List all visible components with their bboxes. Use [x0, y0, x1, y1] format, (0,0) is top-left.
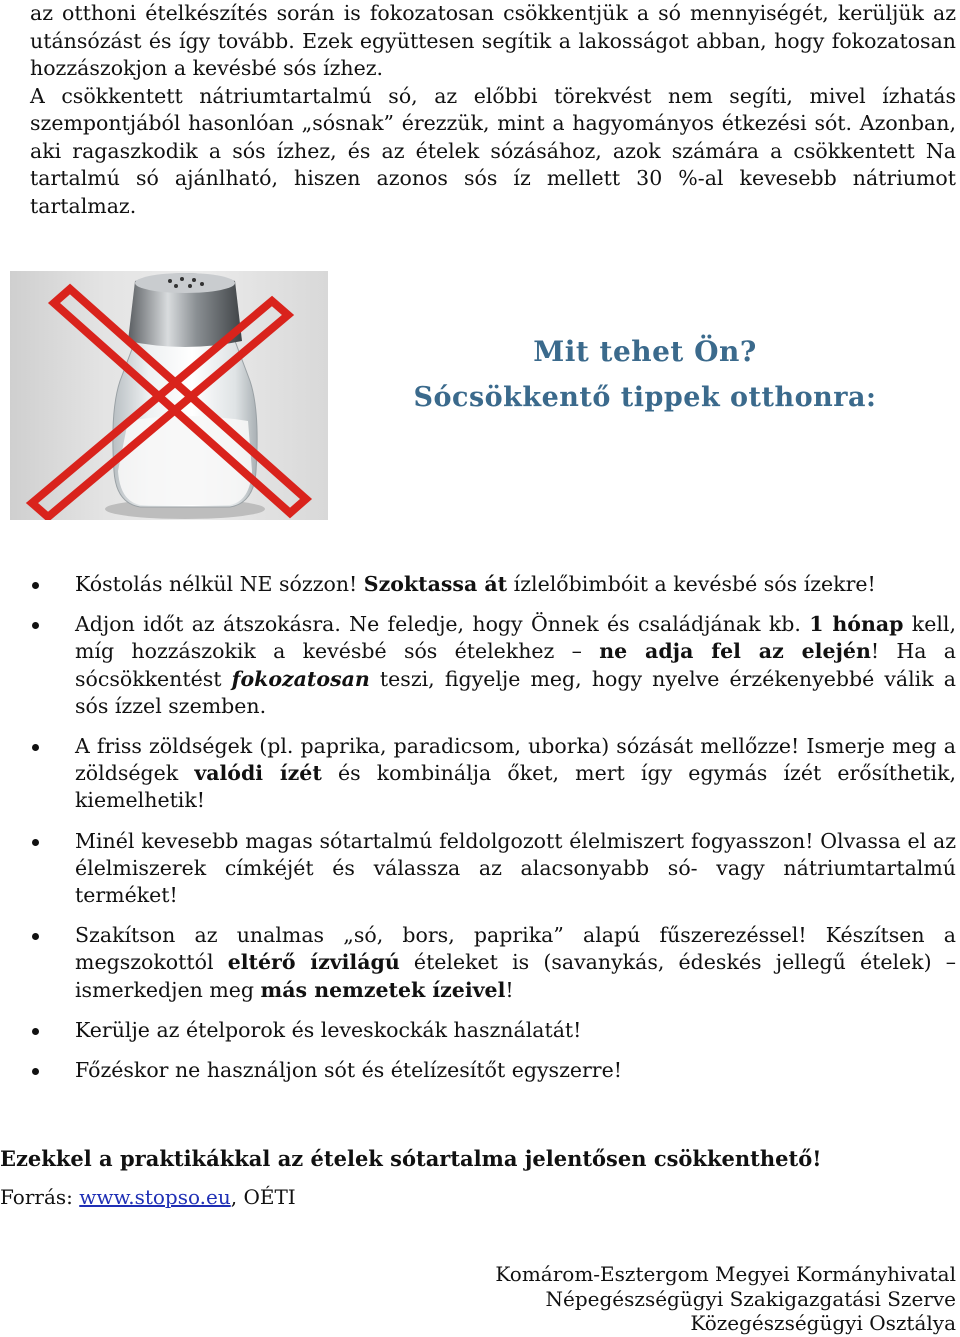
salt-shaker-crossed-icon [10, 271, 328, 520]
footer-line-2: Népegészségügyi Szakigazgatási Szerve [545, 1286, 956, 1311]
list-item: Adjon időt az átszokásra. Ne feledje, hogy Önnek és családjának kb. 1 hónap kell, míg hozzászokik a kevésbé sós ételekhez – ne adja fel az elején! Ha a sócsökkentést fokozatosan teszi, figyelje meg, hogy nyelve érzékenyebbé válik a sós ízzel szemben. [30, 611, 956, 720]
list-item: Kerülje az ételporok és leveskockák használatát! [30, 1017, 956, 1044]
intro-paragraph-2: A csökkentett nátriumtartalmú só, az előbbi törekvést nem segíti, mivel ízhatás szempontjából hasonlóan „sósnak” érezzük, mint a hagyományos étkezési sót. Azonban, aki ragaszkodik a sós ízhez, és az ételek sózásához, azok számára a csökkentett Na tartalmú só ajánlható, hiszen azonos sós íz mellett 30 %-al kevesebb nátriumot tartalmaz. [30, 83, 956, 218]
source-link[interactable]: www.stopso.eu [79, 1185, 231, 1209]
tips-list [30, 571, 956, 1097]
heading-salt-reduction-tips: Sócsökkentő tippek otthonra: [413, 382, 877, 413]
bullet-icon [32, 1068, 39, 1075]
footer-line-1: Komárom-Esztergom Megyei Kormányhivatal [495, 1262, 956, 1286]
bullet-icon [32, 582, 39, 589]
list-item: Minél kevesebb magas sótartalmú feldolgozott élelmiszert fogyasszon! Olvassa el az élelmiszerek címkéjét és válassza az alacsonyabb só- vagy nátriumtartalmú terméket! [30, 828, 956, 910]
list-item: Kóstolás nélkül NE sózzon! Szoktassa át ízlelőbimbóit a kevésbé sós ízekre! [30, 571, 956, 598]
intro-text [30, 0, 956, 220]
conclusion-text: Ezekkel a praktikákkal az ételek sótartalma jelentősen csökkenthető! [0, 1146, 822, 1171]
source-rest: , OÉTI [230, 1185, 296, 1209]
heading-what-can-you-do: Mit tehet Ön? [533, 335, 757, 368]
footer-line-3: Közegészségügyi Osztálya [690, 1311, 956, 1335]
footer-signature [495, 1262, 956, 1336]
bullet-icon [32, 744, 39, 751]
bullet-icon [32, 622, 39, 629]
salt-shaker-crossed-image [10, 271, 328, 520]
bullet-icon [32, 1028, 39, 1035]
bullet-icon [32, 933, 39, 940]
list-item: Szakítson az unalmas „só, bors, paprika” alapú fűszerezéssel! Készítsen a megszokottól eltérő ízvilágú ételeket is (savanykás, édeskés jellegű ételek) – ismerkedjen meg más nemzetek ízeivel! [30, 922, 956, 1004]
source-line [0, 1185, 296, 1209]
source-label: Forrás: [0, 1185, 80, 1209]
bullet-icon [32, 839, 39, 846]
intro-paragraph-1: az otthoni ételkészítés során is fokozatosan csökkentjük a só mennyiségét, kerüljük az utánsózást és így tovább. Ezek együttesen segítik a lakosságot abban, hogy fokozatosan hozzászokjon a kevésbé sós ízhez. [30, 1, 956, 80]
list-item: Főzéskor ne használjon sót és ételízesítőt egyszerre! [30, 1057, 956, 1084]
list-item: A friss zöldségek (pl. paprika, paradicsom, uborka) sózását mellőzze! Ismerje meg a zöldségek valódi ízét és kombinálja őket, mert így egymás ízét erősíthetik, kiemelhetik! [30, 733, 956, 815]
